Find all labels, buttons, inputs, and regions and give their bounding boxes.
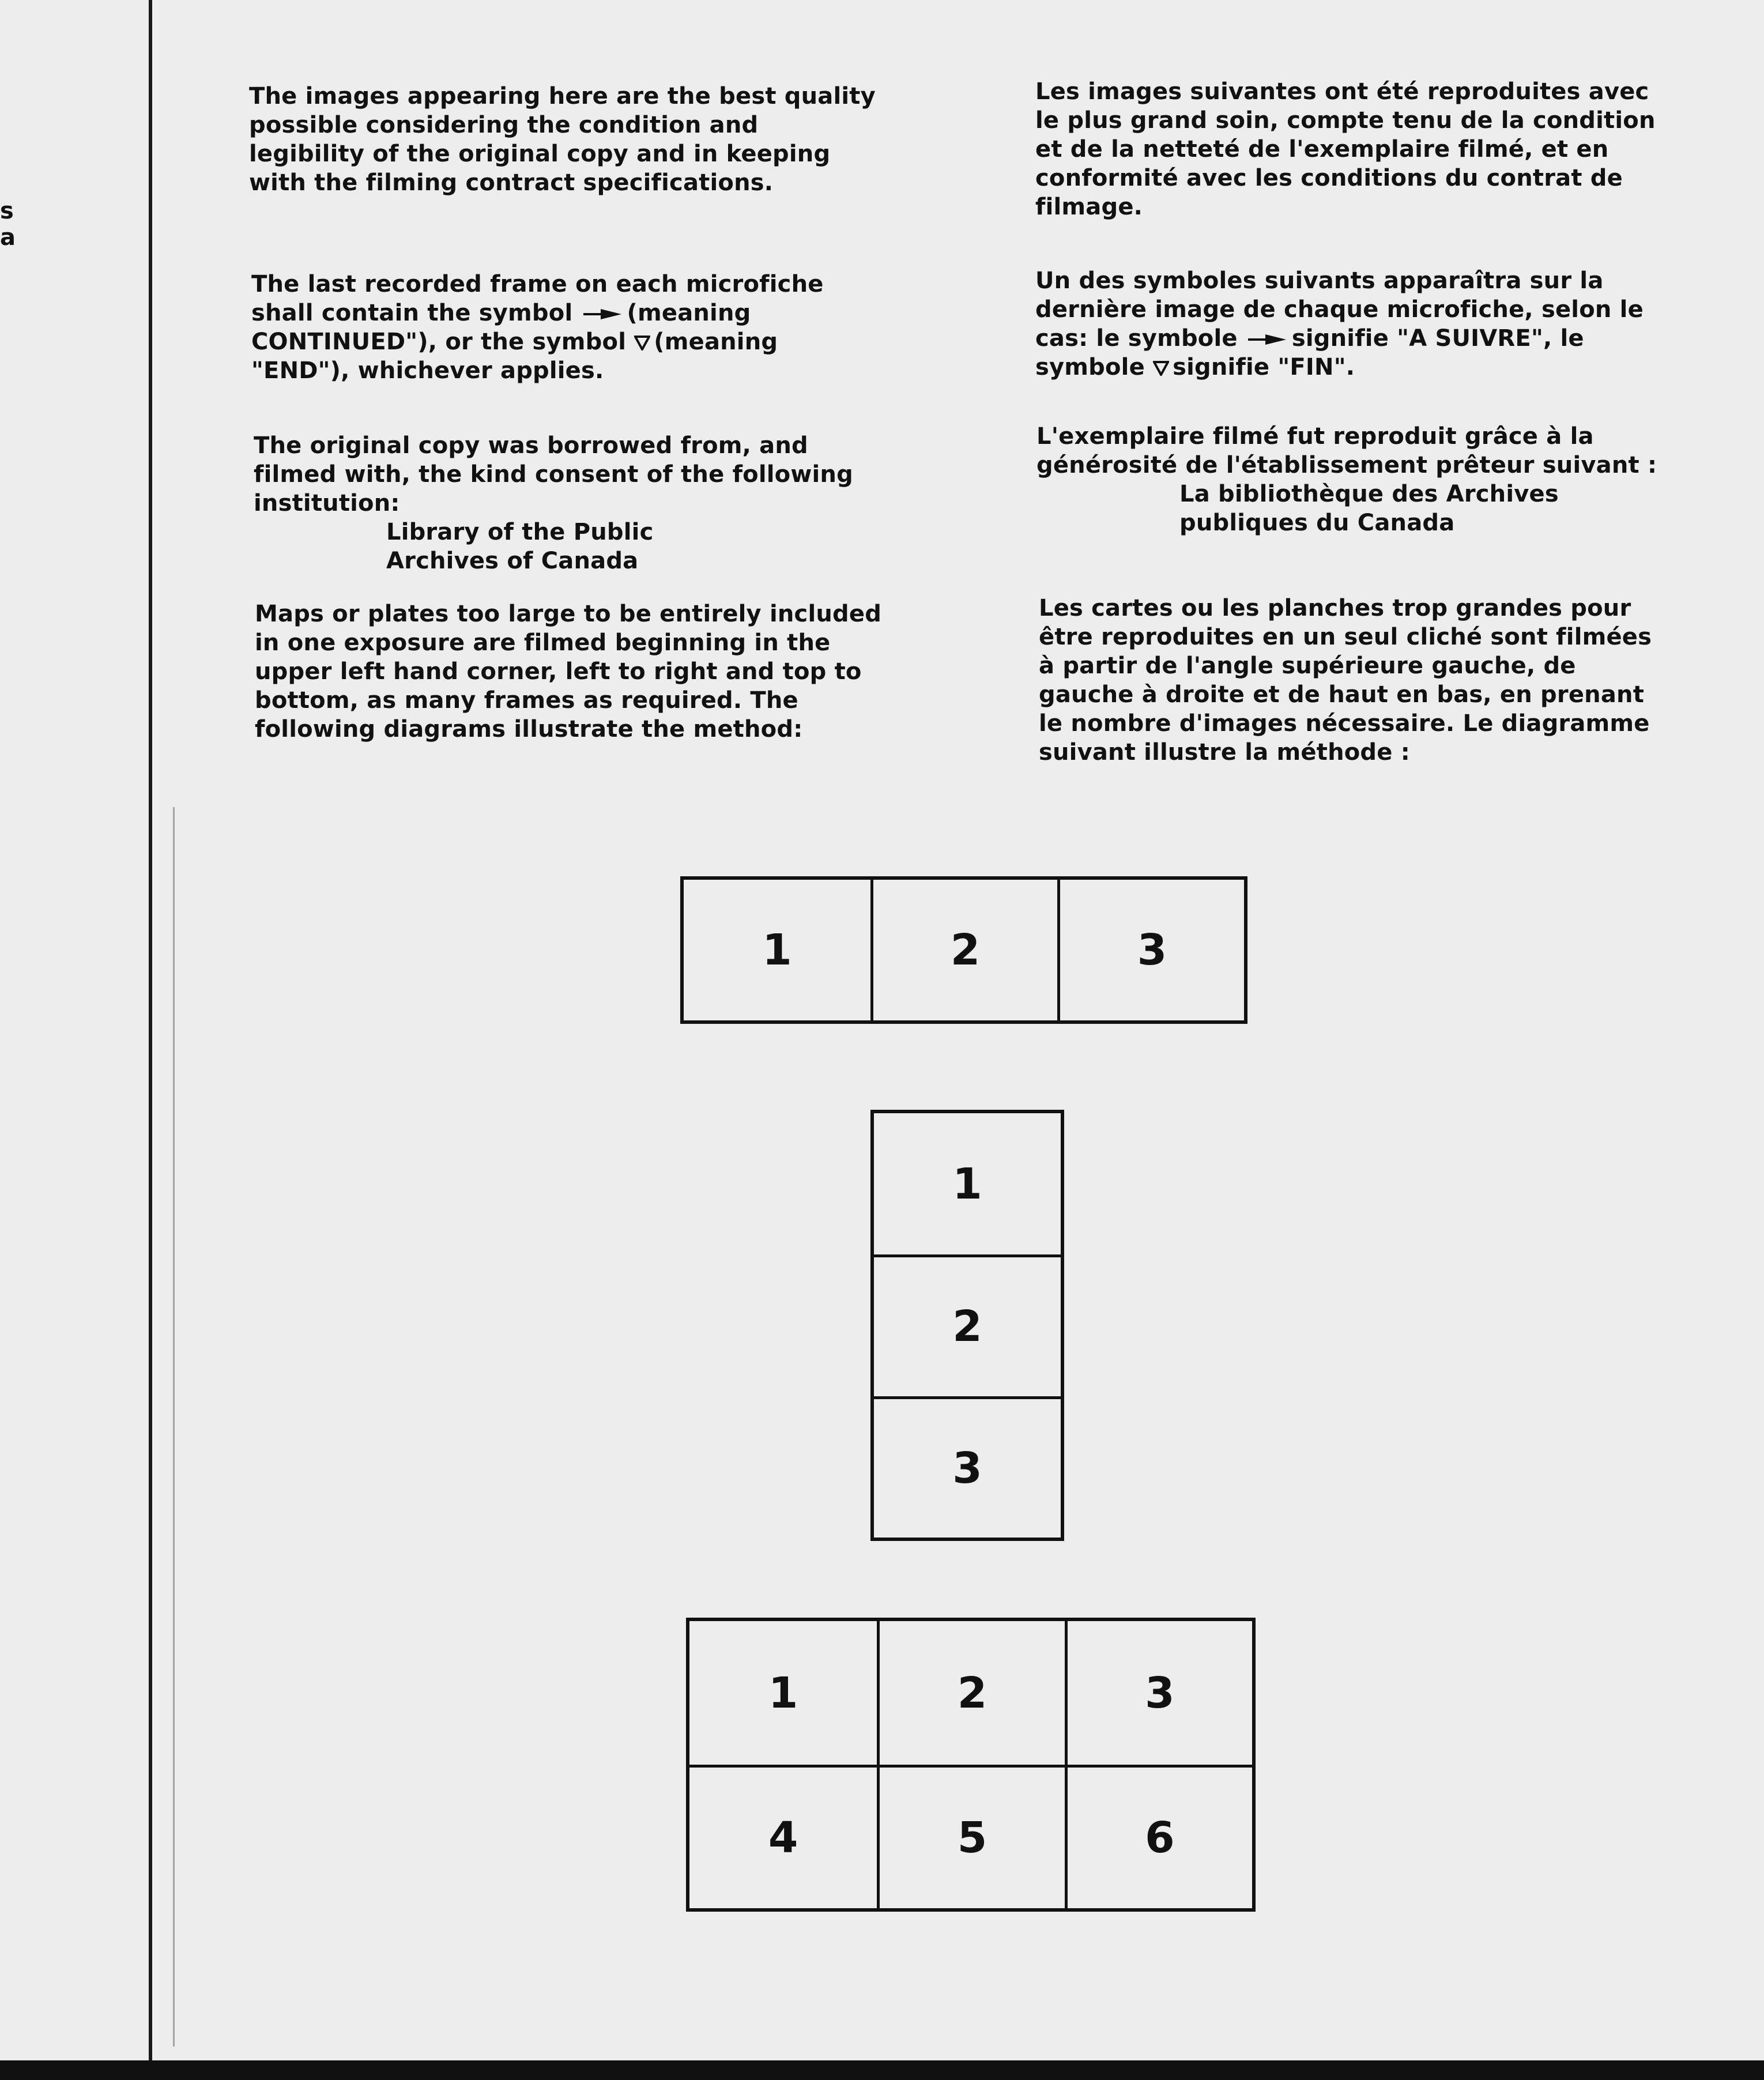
french-symbols-paragraph	[1035, 266, 1669, 382]
french-symbols-text-a: Un des symboles suivants apparaîtra sur la dernière image de chaque microfiche, selon le cas: le symbole	[1035, 267, 1644, 352]
frame-cell: 4	[689, 1765, 877, 1908]
vertical-frame-diagram	[870, 1110, 1064, 1541]
page-edge-rule	[149, 0, 152, 2064]
end-triangle-icon	[634, 336, 650, 351]
english-institution-line1: Library of the Public	[386, 519, 654, 545]
margin-fragment-bottom: a	[0, 224, 16, 251]
fin-triangle-icon	[1153, 361, 1169, 376]
grid-frame-diagram	[686, 1618, 1256, 1912]
english-original-paragraph: The original copy was borrowed from, and filmed with, the kind consent of the following institution:	[254, 432, 853, 517]
english-quality-paragraph: The images appearing here are the best quality possible considering the condition and legibility of the original copy and in keeping with the filming contract specifications.	[249, 83, 876, 196]
continued-arrow-icon	[583, 308, 621, 320]
horizontal-frame-diagram	[680, 876, 1247, 1024]
frame-cell: 1	[762, 925, 792, 975]
scan-bottom-edge	[0, 2060, 1764, 2080]
a-suivre-arrow-icon	[1248, 334, 1286, 345]
frame-cell: 6	[1065, 1765, 1252, 1908]
frame-cell: 2	[874, 1254, 1061, 1396]
faint-edge-line	[173, 807, 175, 2047]
english-symbols-text-b: (meaning CONTINUED"), or the symbol	[251, 300, 751, 355]
french-symbols-text-c: signifie "FIN".	[1173, 354, 1355, 380]
frame-cell: 1	[768, 1668, 798, 1718]
english-maps-paragraph: Maps or plates too large to be entirely included in one exposure are filmed beginning in the upper left hand corner, left to right and top to bottom, as many frames as required. The following diagrams illustrate the method:	[255, 601, 882, 743]
english-symbols-text-c: (meaning "END"), whichever applies.	[251, 329, 778, 384]
french-institution-line2: publiques du Canada	[1179, 510, 1455, 536]
french-symbols-text-b: signifie "A SUIVRE", le symbole	[1035, 325, 1584, 380]
frame-cell: 3	[874, 1396, 1061, 1538]
frame-cell: 1	[952, 1159, 982, 1209]
french-maps-paragraph: Les cartes ou les planches trop grandes pour être reproduites en un seul cliché sont filmées à partir de l'angle supérieure gauche, de gauche à droite et de haut en bas, en prenant le nombre d'images nécessaire. Le diagramme suivant illustre la méthode :	[1039, 595, 1652, 766]
frame-cell: 5	[877, 1765, 1064, 1908]
frame-cell: 2	[877, 1621, 1064, 1765]
english-institution-line2: Archives of Canada	[386, 548, 639, 574]
frame-cell: 2	[870, 880, 1057, 1020]
frame-cell: 3	[1057, 880, 1244, 1020]
french-original-paragraph: L'exemplaire filmé fut reproduit grâce à la générosité de l'établissement prêteur suivant :	[1036, 423, 1657, 478]
english-symbols-paragraph	[251, 270, 880, 385]
frame-cell: 3	[1065, 1621, 1252, 1765]
french-quality-paragraph: Les images suivantes ont été reproduites avec le plus grand soin, compte tenu de la condition et de la netteté de l'exemplaire filmé, et en conformité avec les conditions du contrat de filmage.	[1035, 78, 1656, 220]
margin-fragment-top: s	[0, 198, 14, 224]
english-symbols-text-a: The last recorded frame on each microfiche shall contain the symbol	[251, 271, 824, 326]
french-institution-line1: La bibliothèque des Archives	[1179, 481, 1559, 507]
